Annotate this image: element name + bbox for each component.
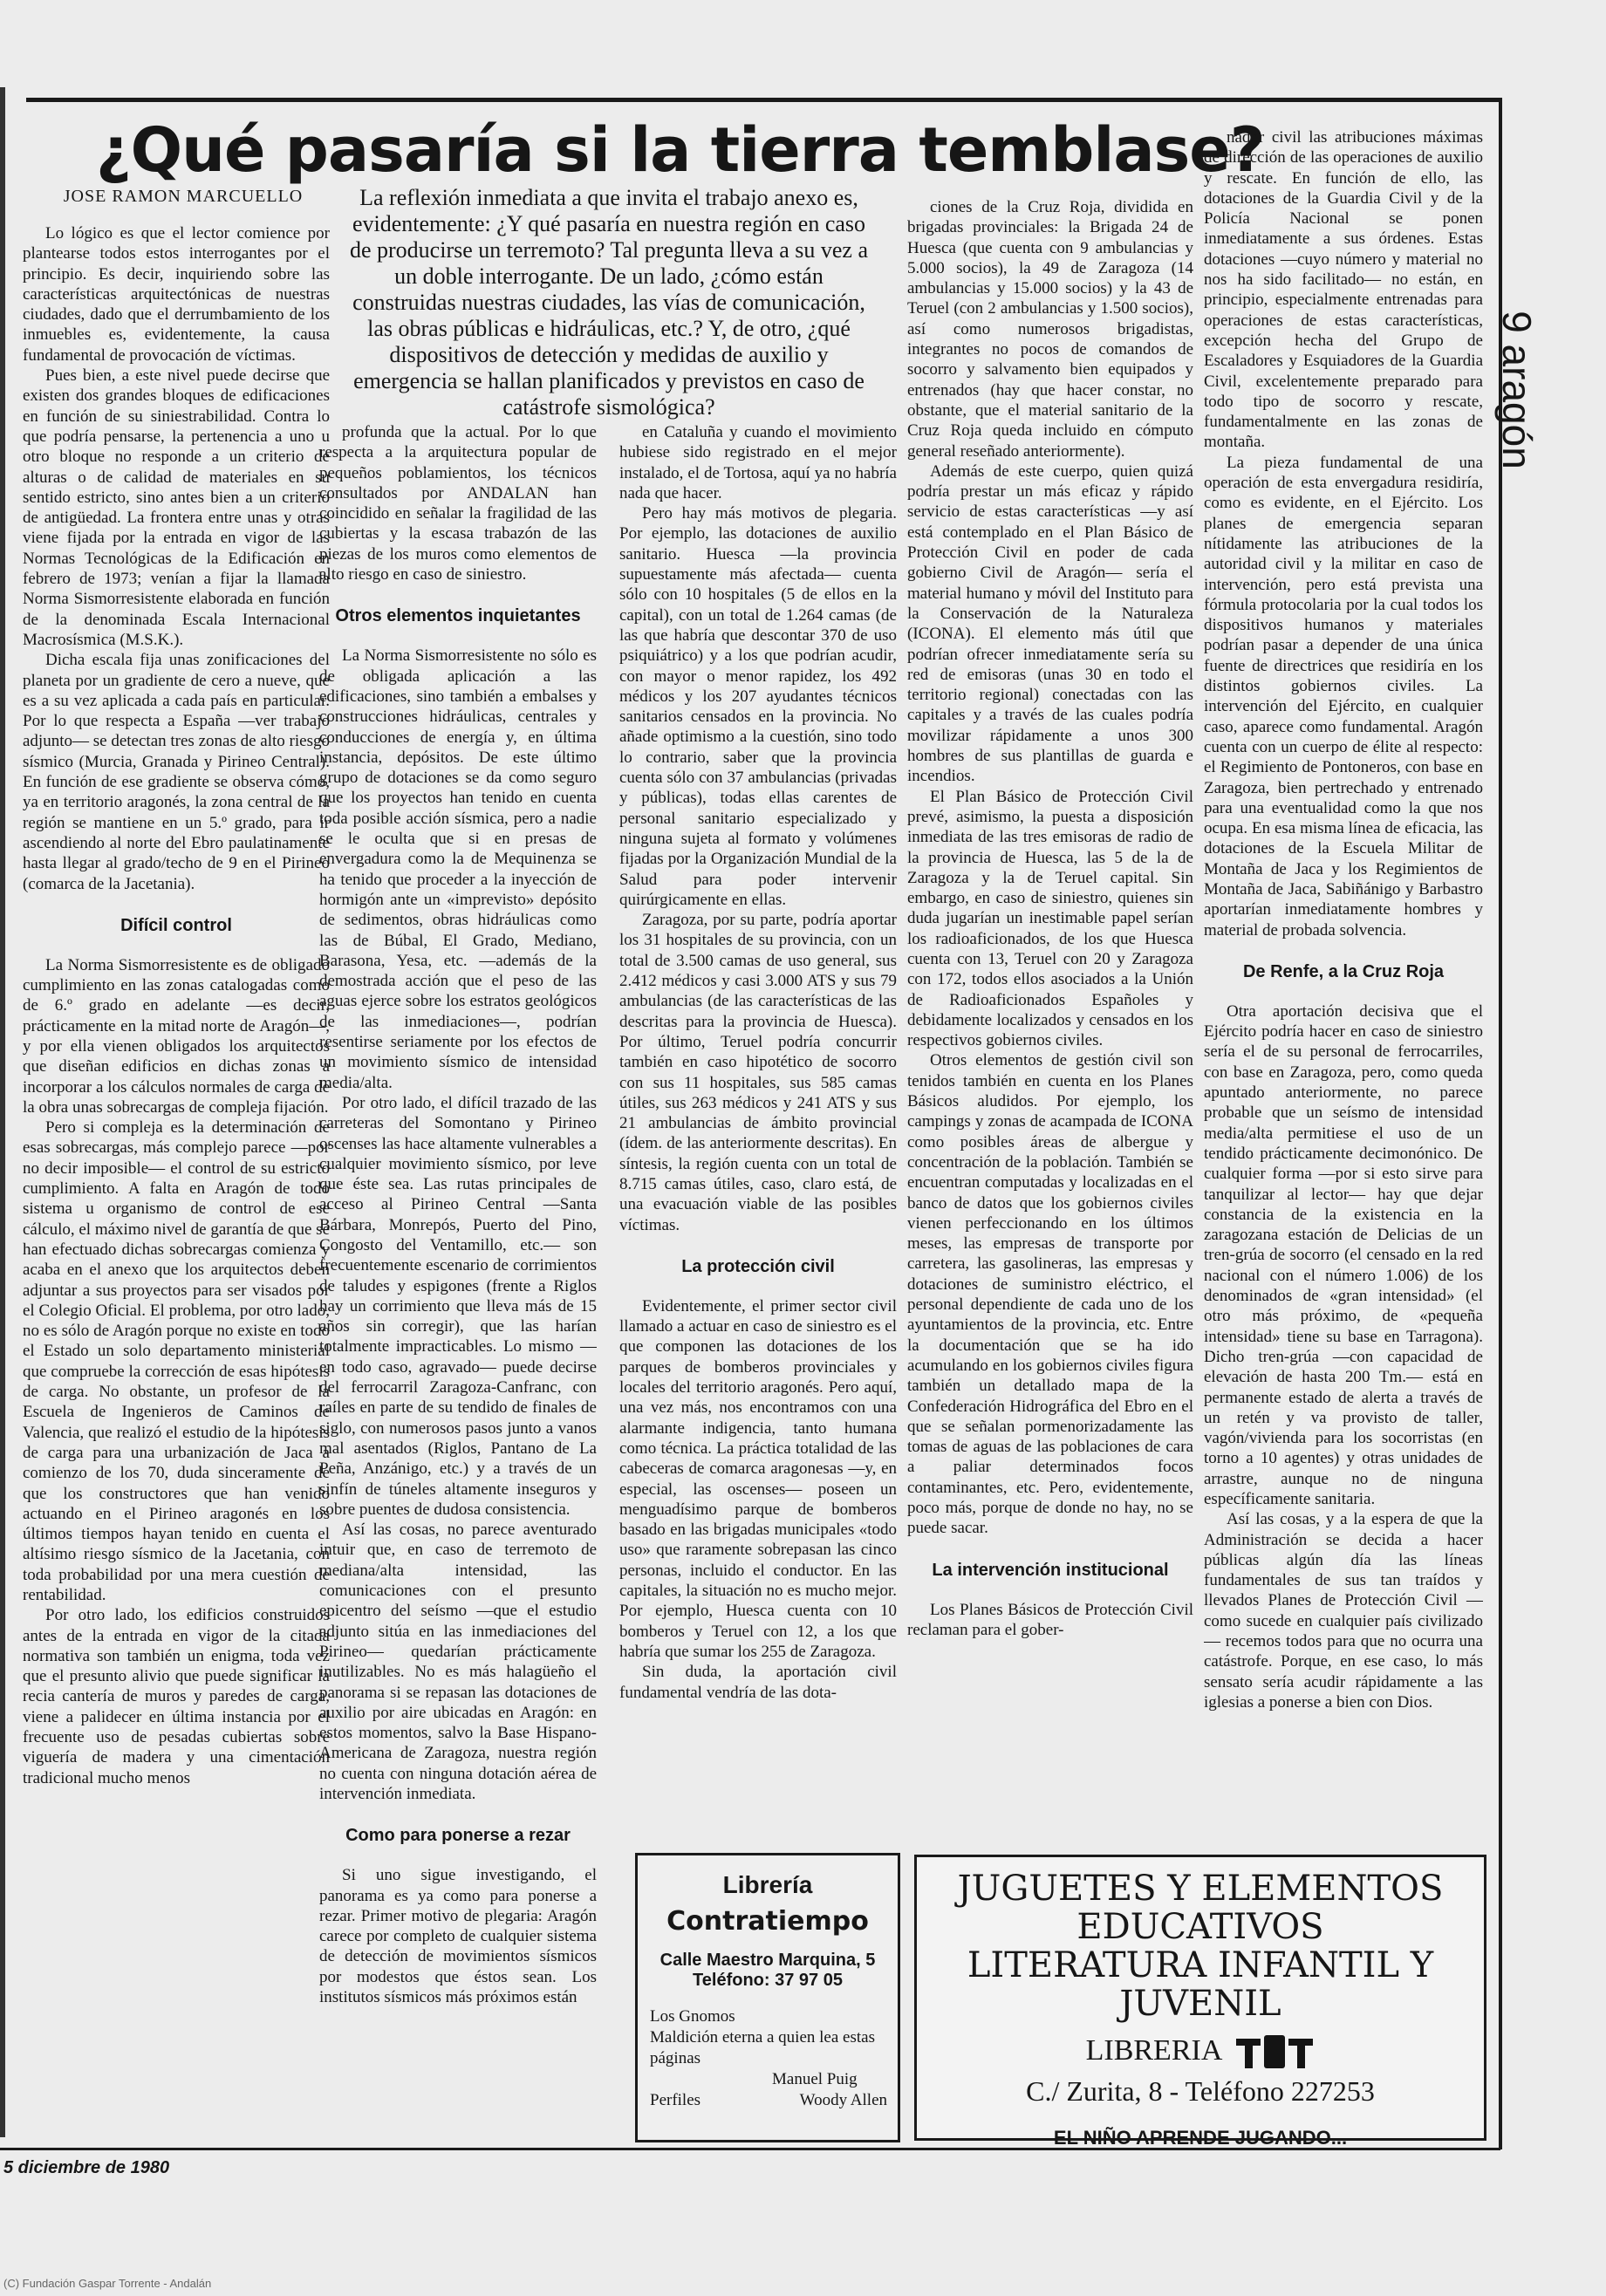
section-number [1493,288,1551,497]
ad-shop-name: Contratiempo [666,1906,869,1937]
paragraph: Zaragoza, por su parte, podría aportar los 31 hospitales de su provincia, con un total de 3.500 camas de uso general, sus 2.412 médicos y casi 3.000 ATS y sus 79 ambulancias (de las características de las descritas para la provincia de Huesca). Por último, Teruel podría concurrir también en caso hipotético de socorro con sus 11 hospitales, sus 585 camas útiles, sus 263 médicos y 241 ATS y sus 21 ambulancias de ámbito provincial (ídem. de las anteriormente descritas). En síntesis, la región cuenta con un total de 8.715 camas útiles, caso, claro está, de una evacuación viable de las posibles víctimas. [619,911,897,1234]
subheading: De Renfe, a la Cruz Roja [1242,961,1445,981]
paragraph: La pieza fundamental de una operación de esta envergadura residiría, como es evidente, en el Ejército. Los planes de emergencia separan nítidamente las atribuciones de la autoridad civil y la militar en caso de intervención, pero está prevista una fórmula protocolaria por la cual todos los dispositivos humanos y materiales podrían pasar a depender de una única fuente de directrices que residiría en los distintos gobiernos civiles. La intervención del Ejército, en cualquier caso, aparece como fundamental. Aragón cuenta con un cuerpo de élite al respecto: el Regimiento de Pontoneros, con base en Zaragoza, bien pertrechado y entrenado para una eventualidad como la que nos ocupa. En esa misma línea de eficacia, las dotaciones de la Escuela Militar de Montaña de Jaca y los Regimientos de Montaña de Jaca, Sabiñánigo y Barbastro aportarían inmediatamente hombres y material de probada solvencia. [1204,453,1483,940]
paragraph: Dicha escala fija unas zonificaciones del planeta por un gradiente de cero a nueve, que es a su vez aplicada a cada país en particular. Por lo que respecta a España —ver trabajo adjunto— se detectan tres zonas de alto riesgo sísmico (Murcia, Granada y Pirineo Central). En función de ese gradiente se observa cómo, ya en territorio aragonés, la zona central de la región se mantiene en un 5.º grado, para ir ascendiendo al norte del Ebro paulatinamente hasta llegar al grado/techo de 9 en el Pirineo (comarca de la Jacetania). [23,651,330,893]
subheading: Otros elementos inquietantes [335,606,581,626]
book-author: Woody Allen [799,2091,887,2109]
shop-logo-icon [1236,2033,1315,2068]
top-rule [26,98,1500,102]
headline: ¿Qué pasaría si la tierra temblase? [96,114,1265,186]
paragraph: Si uno sigue investigando, el panorama es ya como para ponerse a rezar. Primer motivo de plegaria: Aragón carece por completo de cualquier sistema de detección de movimientos sísmicos por modestos que éstos sean. Los institutos sísmicos más próximos están [319,1866,597,2007]
paragraph: Así las cosas, y a la espera de que la Administración se decida a hacer públicas algún día las líneas fundamentales de sus tan traídos y llevados Planes de Protección Civil —como sucede en cualquier país civilizado— recemos todos para que no ocurra una catástrofe. Porque, en ese caso, lo más sensato sería acudir rápidamente a las iglesias a ponerse a bien con Dios. [1204,1510,1483,1712]
paragraph: Los Planes Básicos de Protección Civil reclaman para el gober- [907,1600,1193,1639]
ad-address: Calle Maestro Marquina, 5 [659,1951,876,1970]
book-row [650,2090,887,2111]
ad-phone: Teléfono: 37 97 05 [693,1971,843,1990]
paragraph: nador civil las atribuciones máximas de dirección de las operaciones de auxilio y rescate. En función de ello, las dotaciones de la Guardia Civil y de la Policía Nacional se ponen inmediatamente a sus órdenes. Estas dotaciones —cuyo número y material no nos ha sido facilitado— no están, en principio, especialmente entrenadas para operaciones de estas características, excepción hecha del Grupo de Escaladores y Esquiadores de la Guardia Civil, excelentemente preparado para todo tipo de socorro y rescate, fundamentalmente en las zonas de montaña. [1204,128,1483,452]
book-title: Perfiles [650,2091,701,2109]
book-title: Los Gnomos [650,2007,735,2026]
paragraph: Además de este cuerpo, quien quizá podría prestar un más eficaz y rápido servicio de estas características —y así está contemplado en el Plan Básico de Protección Civil en poder de cada gobierno Civil de Aragón— sería el material humano y móvil del Instituto para la Conservación de la Naturaleza (ICONA). El elemento más útil que podrían ofrecer inmediatamente sería su red de emisoras (unas 30 en todo el territorio regional) conectadas con las capitales y a través de las cuales podría movilizar rápidamente a unos 300 hombres de sus plantillas de guarda e incendios. [907,461,1193,786]
subheading: La intervención institucional [932,1560,1169,1580]
ad-line: JUGUETES Y ELEMENTOS [957,1869,1444,1909]
paragraph: Por otro lado, el difícil trazado de las carreteras del Somontano y Pirineo oscenses las hace altamente vulnerables a cualquier movimiento sísmico, por leve que éste sea. Las rutas principales de acceso al Pirineo Central —Santa Bárbara, Monrepós, Puerto del Pino, Congosto del Ventamillo, etc.— son frecuentemente escenario de corrimientos de taludes y espigones (frente a Riglos hay un corrimiento que lleva más de 15 años sin corregir), que las harían totalmente impracticables. Lo mismo —en todo caso, agravado— puede decirse del ferrocarril Zaragoza-Canfranc, con raíles en parte de su tendido de finales de siglo, con numerosos pasos junto a vanos mal asentados (Riglos, Pantano de La Peña, Anzánigo, etc.) y a través de un sinfín de túneles altamente inseguros y sobre puentes de dudosa consistencia. [319,1093,597,1519]
ad-line: LITERATURA INFANTIL Y [967,1945,1434,1985]
paragraph: Por otro lado, los edificios construidos antes de la entrada en vigor de la citada normativa son también un enigma, toda vez que el presunto alivio que puede significar la recia cantería de muros y paredes de carga, viene a palidecer en última instancia por el frecuente uso de pesadas cubiertas sobre viguería de madera y una cimentación tradicional mucho menos [23,1606,330,1787]
bookshop-ad [635,1853,900,2142]
paragraph: ciones de la Cruz Roja, dividida en brigadas provinciales: la Brigada 24 de Huesca (que cuenta con 9 ambulancias y 5.000 socios), la 49 de Zaragoza (14 ambulancias y 15.000 socios) y la 43 de Teruel (con 2 ambulancias y 1.500 socios), así como numerosos brigadistas, integrantes no pocos de comandos de socorro y salvamento bien equipados y entrenados (hay que hacer constar, no obstante, que el material sanitario de la Cruz Roja queda incluido en cómputo general reseñado anteriormente). [907,198,1193,461]
ad-slogan: EL NIÑO APRENDE JUGANDO... [1053,2127,1348,2149]
column-5 [1204,127,1483,1828]
ad-book-list [650,2006,887,2111]
author-byline: JOSE RAMON MARCUELLO [63,187,304,206]
section-label: 9 aragón [1493,311,1540,469]
book-author: Manuel Puig [772,2070,858,2088]
paragraph: El Plan Básico de Protección Civil prevé, asimismo, la puesta a disposición inmediata de las tres emisoras de radio de la provincia de Huesca, las 5 de la de Zaragoza y la de Teruel capital. Sin embargo, en caso de siniestro, quienes sin duda jugarían un inestimable papel serían los radioaficionados, de los que Huesca cuenta con 13, Teruel con 20 y Zaragoza con 172, todos ellos asociados a la Unión de Radioaficionados Españoles y debidamente localizados y censados en los respectivos gobiernos civiles. [907,787,1193,1050]
ad-shop-label: LIBRERIA [1085,2034,1223,2067]
paragraph: La Norma Sismorresistente es de obligado cumplimiento en las zonas catalogadas como de 6.º grado en adelante —es decir, prácticamente en la mitad norte de Aragón—, y por ella vienen obligados los arquitectos que diseñan edificios en dichas zonas a incorporar a los cálculos normales de carga de la obra unas sobrecargas de compleja fijación. [23,955,330,1117]
paragraph: Pues bien, a este nivel puede decirse que existen dos grandes bloques de edificaciones en función de su siniestrabilidad. Contra lo que podría pensarse, la pertenencia a uno u otro bloque no responde a un criterio de alturas o de calidad de materiales en su sentido estricto, sino antes bien a un criterio de antigüedad. La frontera entre unas y otras viene fijada por la entrada en vigor de las Normas Tecnológicas de la Edificación en febrero de 1973; venían a fijar la llamada Norma Sismorresistente elaborada en función de la denominada Escala Internacional Macrosísmica (M.S.K.). [23,366,330,649]
paragraph: Lo lógico es que el lector comience por plantearse todos estos interrogantes por el principio. Es decir, inquiriendo sobre las características arquitectónicas de nuestras ciudades, dado que el derrumbamiento de los inmuebles es, evidentemente, la causa fundamental de provocación de víctimas. [23,224,330,365]
paragraph: La Norma Sismorresistente no sólo es de obligada aplicación a las edificaciones, sino también a embalses y construcciones hidráulicas, centrales y conducciones de energía y, en última instancia, depósitos. De este último grupo de dotaciones se da como seguro que los proyectos han tenido en cuenta toda posible acción sísmica, pero a nadie se le oculta que si en presas de envergadura como la de Mequinenza se ha tenido que proceder a la inyección de hormigón ante un «imprevisto» depósito de sedimentos, obras hidráulicas como las de Búbal, El Grado, Mediano, Barasona, Yesa, etc. —además de la demostrada acción que el peso de las aguas ejerce sobre los estratos geológicos de las inmediaciones—, podrían resentirse seriamente por los efectos de un movimiento sísmico de intensidad media/alta. [319,646,597,1092]
column-3 [619,422,897,1844]
intro-text: La reflexión inmediata a que invita el trabajo anexo es, evidentemente: ¿Y qué pasaría en nuestra región en caso de producirse un terremoto? Tal pregunta lleva a su vez a un doble interrogante. De un lado, ¿cómo están construidas nuestras ciudades, las vías de comunicación, las obras públicas e hidráulicas, etc.? Y, de otro, ¿qué dispositivos de detección y medidas de auxilio y emergencia se hallan planificados y previstos en caso de catástrofe sismológica? [349,185,868,420]
subheading: Como para ponerse a rezar [345,1826,571,1846]
ad-line: JUVENIL [1119,1984,1281,2024]
column-4 [907,197,1193,1820]
book-title: Maldición eterna a quien lea estas páginas [650,2028,875,2067]
paragraph: Sin duda, la aportación civil fundamental vendría de las dota- [619,1663,897,1702]
paragraph: profunda que la actual. Por lo que respecta a la arquitectura popular de pequeños poblamientos, los técnicos consultados por ANDALAN han coincidido en señalar la fragilidad de las cubiertas y la escasa trabazón de las piezas de los muros como elementos de alto riesgo en caso de siniestro. [319,423,597,584]
paragraph: Pero si compleja es la determinación de esas sobrecargas, más complejo parece —por no decir imposible— el control de su estricto cumplimiento. A falta en Aragón de todo sistema u organismo de control de ese cálculo, el máximo nivel de garantía de que se han efectuado dichas sobrecargas comienza y acaba en el anexo que los arquitectos deben adjuntar a sus proyectos para ser visados por el Colegio Oficial. El problema, por otro lado, no es sólo de Aragón porque no existe en todo el Estado un solo departamento ministerial que compruebe la corrección de esas hipótesis de carga. No obstante, un profesor de la Escuela de Ingenieros de Caminos de Valencia, que realizó el estudio de la hipótesis de carga para una urbanización de Jaca a comienzo de los 70, duda sinceramente de que los constructores que han venido actuando en el Pirineo aragonés en los últimos tiempos hayan tenido en cuenta el altísimo riesgo sísmico de la Jacetania, con toda probabilidad por una mera cuestión de rentabilidad. [23,1118,330,1604]
column-2 [319,422,597,2141]
paragraph: Otros elementos de gestión civil son tenidos también en cuenta en los Planes Básicos aludidos. Por ejemplo, los campings y zonas de acampada de ICONA como posibles áreas de albergue y concentración de la población. También se encuentran computadas y localizadas en el banco de datos que los gobiernos civiles vienen perfeccionando en los últimos meses, las empresas de transporte por carretera, las gasolineras, las empresas y dotaciones de suministro eléctrico, el personal dependiente de cada uno de los ayuntamientos de la provincia, etc. Entre la documentación que se ha ido acumulando en los gobiernos civiles figura también un detallado mapa de la Confederación Hidrográfica del Ebro en el que se señalan pormenorizadamente las tomas de aguas de las poblaciones de cara a paliar determinados focos contaminantes, etc. Pero, evidentemente, poco más, porque de donde no hay, no se puede sacar. [907,1051,1193,1538]
paragraph: Pero hay más motivos de plegaria. Por ejemplo, las dotaciones de auxilio sanitario. Huesca —la provincia supuestamente más afectada— cuenta sólo con 10 hospitales (5 de ellos en la capital), con un total de 1.264 camas (de las que habría que descontar 370 de uso psiquiátrico) y a los que podrían acudir, con mayor o menor rapidez, los 492 médicos y los 207 ayudantes técnicos sanitarios censados en la provincia. No añade optimismo a la cuestión, sino todo lo contrario, saber que la provincia cuenta sólo con 37 ambulancias (privadas y públicas), todas ellas carentes de personal sanitario especializado y ninguna sujeta al formato y volúmenes fijadas por la Organización Mundial de la Salud para poder intervenir quirúrgicamente en ellas. [619,504,897,909]
paragraph: Así las cosas, no parece aventurado intuir que, en caso de terremoto de mediana/alta intensidad, las comunicaciones con el presunto epicentro del seísmo —que el estudio adjunto sitúa en las inmediaciones del Pirineo— quedarían prácticamente inutilizables. No es más halagüeño el panorama si se repasan las dotaciones de auxilio por aire ubicadas en Aragón: en estos momentos, salvo la Base Hispano-Americana de Zaragoza, nuestra región no cuenta con ninguna dotación aérea de intervención inmediata. [319,1520,597,1803]
subheading: La protección civil [681,1256,835,1276]
ad-line: EDUCATIVOS [1076,1907,1324,1947]
page-edge [0,87,5,2137]
paragraph: en Cataluña y cuando el movimiento hubiese sido registrado en el mejor instalado, el de Tortosa, aquí ya no habría nada que hacer. [619,423,897,502]
issue-date: 5 diciembre de 1980 [3,2158,170,2177]
toy-shop-ad [914,1855,1486,2149]
copyright-credit: (C) Fundación Gaspar Torrente - Andalán [3,2277,212,2290]
subheading: Difícil control [120,915,232,935]
paragraph: Otra aportación decisiva que el Ejército podría hacer en caso de siniestro sería el de su personal de ferrocarriles, con base en Zaragoza, pero, como queda apuntado anteriormente, no parece probable que un seísmo de intensidad media/alta permitiese el uso de un tendido prácticamente decimonónico. De cualquier forma —por si esto sirve para tanquilizar al lector— hay que dejar constancia de la existencia en la zaragozana estación de Delicias de un tren-grúa de socorro (el censado en la red nacional con el número 1.006) de los denominados de «gran intensidad» (el otro más próximo, de «pequeña intensidad» tiene su base en Tarragona). Dicho tren-grúa —con capacidad de elevación de hasta 200 Tm.— está en permanente estado de alerta a través de un retén y va provisto de taller, vagón/vivienda para los socorristas (en torno a 10 agentes) y otras unidades de arrastre, aunque no de ninguna específicamente sanitaria. [1204,1001,1483,1508]
ad-shop-row [917,2033,1484,2068]
paragraph: Evidentemente, el primer sector civil llamado a actuar en caso de siniestro es el que componen las dotaciones de los parques de bomberos provinciales y locales del territorio aragonés. Pero aquí, una vez más, nos encontramos con una alarmante indigencia, tanto humana como técnica. La práctica totalidad de las cabeceras de comarca aragonesas —y, en especial, las oscenses— poseen un menguadísimo parque de bomberos basado en las brigadas municipales «todo uso» que raramente sobrepasan las cinco personas, incluido el conductor. En las capitales, la situación no es mucho mejor. Por ejemplo, Huesca cuenta con 10 bomberos y Teruel con 12, a los que habría que sumar los 255 de Zaragoza. [619,1296,897,1661]
column-1 [23,223,330,2142]
ad-address: C./ Zurita, 8 - Teléfono 227253 [1026,2075,1375,2107]
ad-label: Librería [722,1871,813,1898]
